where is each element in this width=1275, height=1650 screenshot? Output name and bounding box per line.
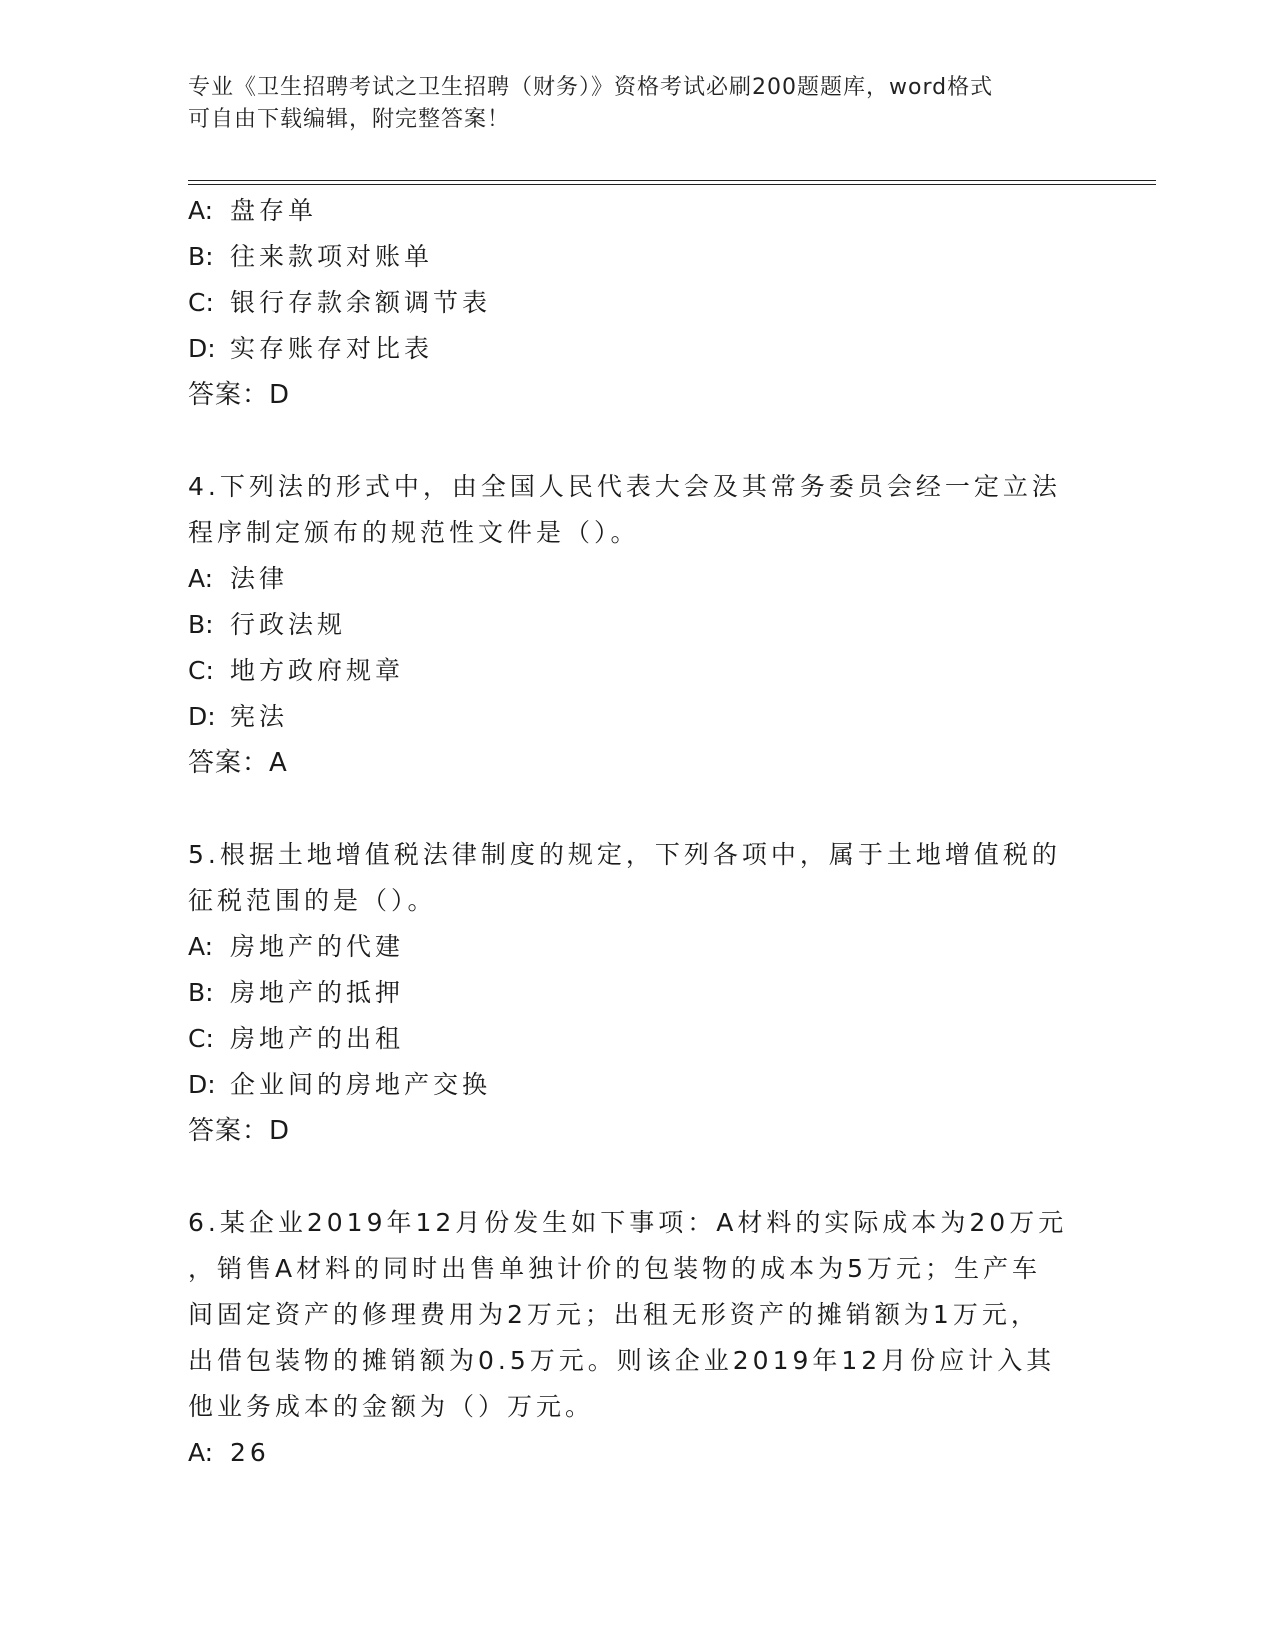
- question-3-options: [188, 188, 1068, 418]
- document-header: [188, 72, 1068, 136]
- question-6: [188, 1200, 1068, 1476]
- option-b: B: 房地产的抵押: [188, 978, 405, 1007]
- question-text-line: 4.下列法的形式中，由全国人民代表大会及其常务委员会经一定立法: [188, 472, 1061, 501]
- question-list: [188, 188, 1068, 1476]
- option-b: B: 行政法规: [188, 610, 347, 639]
- answer-line: 答案：D: [188, 1116, 291, 1146]
- option-d: D: 企业间的房地产交换: [188, 1070, 492, 1099]
- option-c: C: 银行存款余额调节表: [188, 288, 492, 317]
- question-text-line: 间固定资产的修理费用为2万元；出租无形资产的摊销额为1万元，: [188, 1300, 1040, 1329]
- spacer: [188, 418, 1068, 464]
- option-b: B: 往来款项对账单: [188, 242, 434, 271]
- question-text-line: 征税范围的是（）。: [188, 886, 437, 915]
- question-text-line: 5.根据土地增值税法律制度的规定，下列各项中，属于土地增值税的: [188, 840, 1061, 869]
- option-c: C: 地方政府规章: [188, 656, 405, 685]
- option-a: A: 房地产的代建: [188, 932, 405, 961]
- question-text-line: 出借包装物的摊销额为0.5万元。则该企业2019年12月份应计入其: [188, 1346, 1056, 1375]
- answer-line: 答案：A: [188, 748, 288, 778]
- header-line-2: 可自由下载编辑，附完整答案！: [188, 107, 511, 132]
- question-text-line: 他业务成本的金额为（）万元。: [188, 1392, 595, 1421]
- option-a: A: 盘存单: [188, 196, 318, 225]
- question-4: [188, 464, 1068, 786]
- option-c: C: 房地产的出租: [188, 1024, 405, 1053]
- spacer: [188, 1154, 1068, 1200]
- option-a: A: 26: [188, 1438, 270, 1467]
- answer-line: 答案：D: [188, 380, 291, 410]
- question-text-line: 程序制定颁布的规范性文件是（）。: [188, 518, 640, 547]
- spacer: [188, 786, 1068, 832]
- question-text-line: ，销售A材料的同时出售单独计价的包装物的成本为5万元；生产车: [188, 1254, 1042, 1283]
- option-d: D: 宪法: [188, 702, 289, 731]
- question-5: [188, 832, 1068, 1154]
- option-d: D: 实存账存对比表: [188, 334, 434, 363]
- question-text-line: 6.某企业2019年12月份发生如下事项：A材料的实际成本为20万元: [188, 1208, 1068, 1237]
- option-a: A: 法律: [188, 564, 289, 593]
- header-divider: [188, 180, 1156, 185]
- header-line-1: 专业《卫生招聘考试之卫生招聘（财务）》资格考试必刷200题题库，word格式: [188, 75, 994, 100]
